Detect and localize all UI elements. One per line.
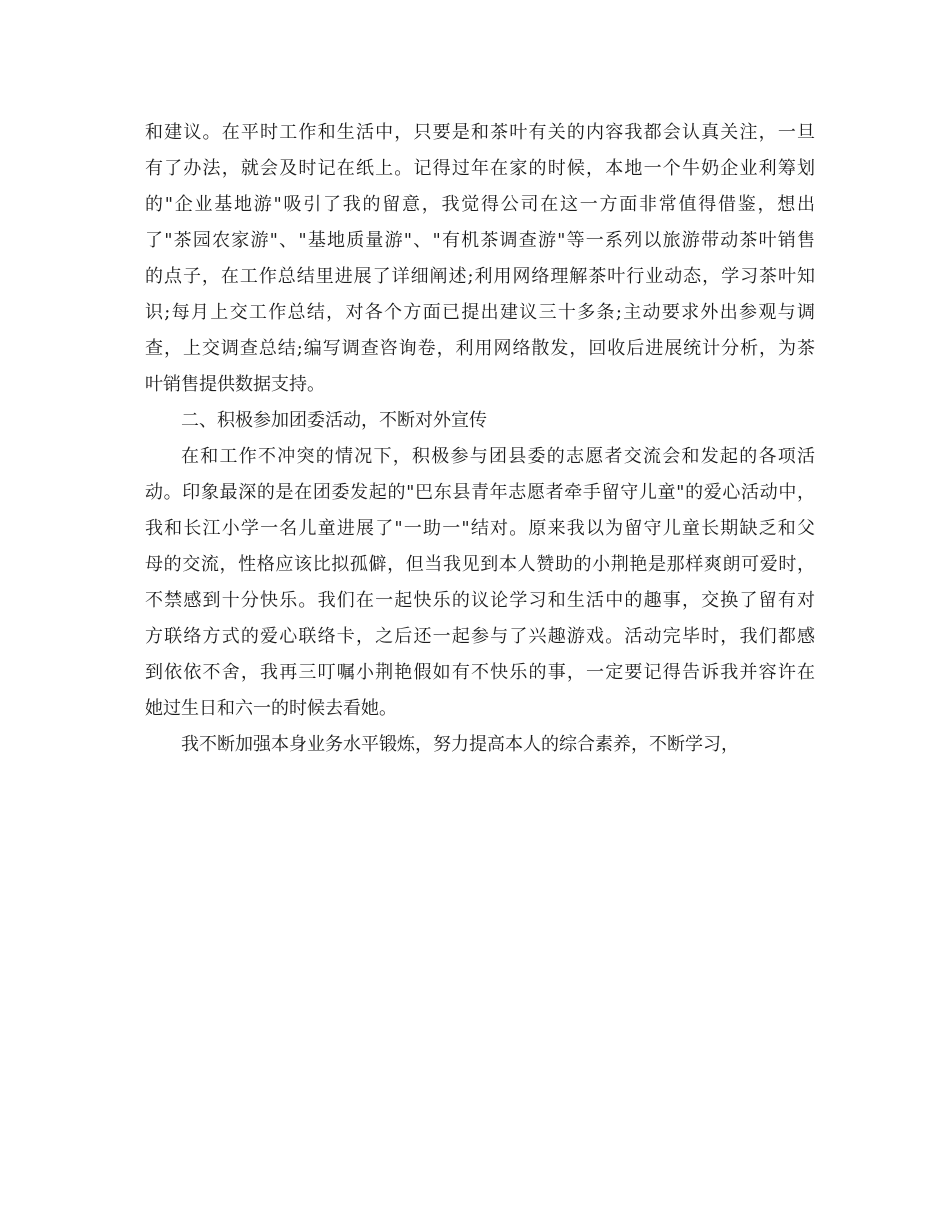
section-heading: 二、积极参加团委活动，不断对外宣传 [181, 410, 487, 431]
paragraph-line: 和建议。在平时工作和生活中，只要是和茶叶有关的内容我都会认真关注，一旦 [145, 122, 815, 143]
paragraph-2 [145, 439, 815, 727]
paragraph-line: 识;每月上交工作总结，对各个方面已提出建议三十多条;主动要求外出参观与调 [145, 302, 815, 323]
paragraph-line: 叶销售提供数据支持。 [145, 374, 325, 395]
paragraph-line: 了"茶园农家游"、"基地质量游"、"有机茶调查游"等一系列以旅游带动茶叶销售 [145, 230, 815, 251]
paragraph-line: 她过生日和六一的时候去看她。 [145, 698, 397, 719]
paragraph-line: 到依依不舍，我再三叮嘱小荆艳假如有不快乐的事，一定要记得告诉我并容许在 [145, 662, 815, 683]
paragraph-line: 在和工作不冲突的情况下，积极参与团县委的志愿者交流会和发起的各项活 [181, 446, 815, 467]
paragraph-line: 的"企业基地游"吸引了我的留意，我觉得公司在这一方面非常值得借鉴，想出 [145, 194, 815, 215]
paragraph-line: 有了办法，就会及时记在纸上。记得过年在家的时候，本地一个牛奶企业利筹划 [145, 158, 815, 179]
paragraph-line: 查，上交调查总结;编写调查咨询卷，利用网络散发，回收后进展统计分析，为茶 [145, 338, 815, 359]
paragraph-line: 我和长江小学一名儿童进展了"一助一"结对。原来我以为留守儿童长期缺乏和父 [145, 518, 815, 539]
document-body [145, 115, 815, 763]
paragraph-line: 我不断加强本身业务水平锻炼，努力提高本人的综合素养，不断学习， [181, 734, 739, 755]
paragraph-3 [145, 727, 815, 763]
paragraph-1 [145, 115, 815, 403]
paragraph-line: 母的交流，性格应该比拟孤僻，但当我见到本人赞助的小荆艳是那样爽朗可爱时， [145, 554, 815, 575]
paragraph-line: 不禁感到十分快乐。我们在一起快乐的议论学习和生活中的趣事，交换了留有对 [145, 590, 815, 611]
paragraph-line: 的点子，在工作总结里进展了详细阐述;利用网络理解茶叶行业动态，学习茶叶知 [145, 266, 815, 287]
paragraph-line: 方联络方式的爱心联络卡，之后还一起参与了兴趣游戏。活动完毕时，我们都感 [145, 626, 815, 647]
paragraph-line: 动。印象最深的是在团委发起的"巴东县青年志愿者牵手留守儿童"的爱心活动中， [145, 482, 815, 503]
